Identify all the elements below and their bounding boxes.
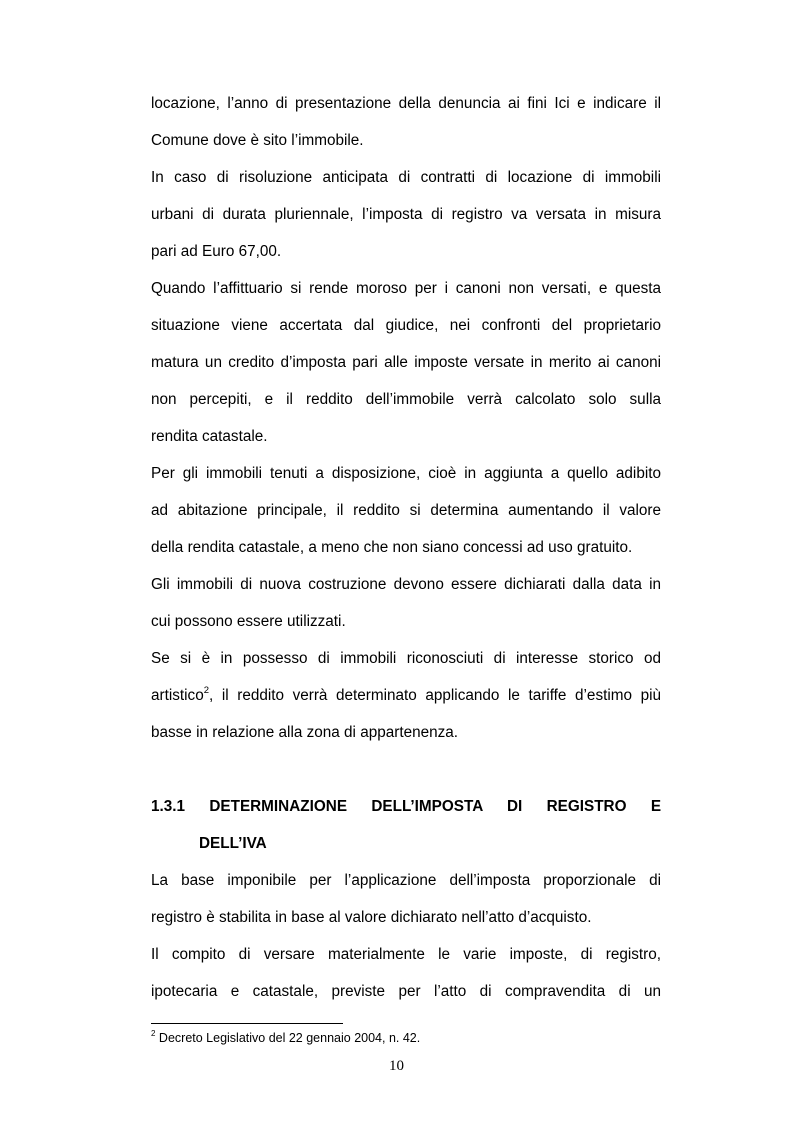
page-body (151, 85, 661, 1010)
footnote-marker: 2 (151, 1028, 156, 1038)
text-line: urbani di durata pluriennale, l’imposta di registro va versata in misura (151, 206, 661, 223)
page-number: 10 (389, 1058, 404, 1074)
text-line: registro è stabilita in base al valore dichiarato nell’atto d’acquisto. (151, 909, 592, 926)
text-line: situazione viene accertata dal giudice, nei confronti del proprietario (151, 317, 661, 334)
footnote-separator (151, 1023, 343, 1024)
section-spacer (151, 751, 661, 788)
text-line: pari ad Euro 67,00. (151, 243, 282, 260)
paragraph (151, 566, 661, 640)
text-fragment: artistico (151, 687, 204, 704)
section-title-word: DELL’IMPOSTA (371, 798, 483, 815)
text-line: non percepiti, e il reddito dell’immobile verrà calcolato solo sulla (151, 391, 661, 408)
section-heading (151, 788, 661, 862)
text-line: locazione, l’anno di presentazione della denuncia ai fini Ici e indicare il (151, 95, 661, 112)
text-line: La base imponibile per l’applicazione dell’imposta proporzionale di (151, 872, 661, 889)
paragraph (151, 270, 661, 455)
section-title-word: REGISTRO (546, 798, 627, 815)
paragraph (151, 159, 661, 270)
section-title-word: DETERMINAZIONE (209, 798, 348, 815)
text-line (151, 677, 661, 714)
paragraph (151, 936, 661, 1010)
text-line: basse in relazione alla zona di appartenenza. (151, 724, 458, 741)
footnote (151, 1030, 420, 1046)
text-line: della rendita catastale, a meno che non siano concessi ad uso gratuito. (151, 539, 633, 556)
paragraph (151, 85, 661, 159)
text-line: Il compito di versare materialmente le varie imposte, di registro, (151, 946, 661, 963)
text-line: Per gli immobili tenuti a disposizione, cioè in aggiunta a quello adibito (151, 465, 661, 482)
footnote-text: Decreto Legislativo del 22 gennaio 2004, n. 42. (155, 1031, 421, 1045)
text-line: cui possono essere utilizzati. (151, 613, 346, 630)
section-number: 1.3.1 (151, 798, 186, 815)
paragraph (151, 640, 661, 751)
text-line: ad abitazione principale, il reddito si determina aumentando il valore (151, 502, 661, 519)
section-heading-line (151, 788, 661, 825)
text-fragment: , il reddito verrà determinato applicando le tariffe d’estimo più (209, 687, 661, 704)
section-title-word: DI (506, 798, 523, 815)
footnote-reference[interactable]: 2 (203, 684, 209, 696)
section-title-word: E (650, 798, 662, 815)
text-line: rendita catastale. (151, 428, 268, 445)
text-line: matura un credito d’imposta pari alle imposte versate in merito ai canoni (151, 354, 661, 371)
text-line: Se si è in possesso di immobili riconosciuti di interesse storico od (151, 650, 661, 667)
text-line: Gli immobili di nuova costruzione devono essere dichiarati dalla data in (151, 576, 661, 593)
text-line: In caso di risoluzione anticipata di contratti di locazione di immobili (151, 169, 661, 186)
section-heading-continuation: DELL’IVA (199, 835, 267, 852)
text-line: Quando l’affittuario si rende moroso per i canoni non versati, e questa (151, 280, 661, 297)
text-line: ipotecaria e catastale, previste per l’atto di compravendita di un (151, 983, 661, 1000)
text-line: Comune dove è sito l’immobile. (151, 132, 364, 149)
paragraph (151, 455, 661, 566)
paragraph (151, 862, 661, 936)
